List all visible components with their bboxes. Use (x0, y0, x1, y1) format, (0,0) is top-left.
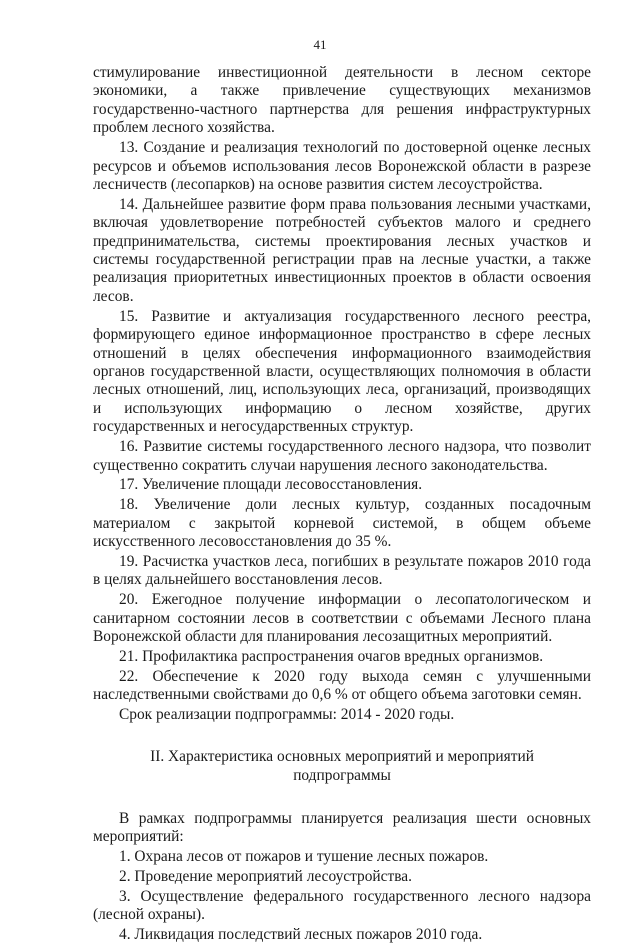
document-body (93, 64, 591, 945)
paragraph-continuation: стимулирование инвестиционной деятельности в лесном секторе экономики, а также привлечение существующих механизмов государственно-частного партнерства для решения инфраструктурных проблем лесного хозяйства. (93, 64, 591, 137)
paragraph-item-20: 20. Ежегодное получение информации о лесопатологическом и санитарном состоянии лесов в соответствии с объемами Лесного плана Воронежской области для планирования лесозащитных мероприятий. (93, 591, 591, 646)
paragraph-item-16: 16. Развитие системы государственного лесного надзора, что позволит существенно сократить случаи нарушения лесного законодательства. (93, 438, 591, 474)
section-heading: II. Характеристика основных мероприятий и мероприятий подпрограммы (150, 747, 534, 784)
paragraph-item-14: 14. Дальнейшее развитие форм права пользования лесными участками, включая удовлетворение потребностей субъектов малого и среднего предпринимательства, системы проектирования лесных участков и системы государственной регистрации прав на лесные участки, а также реализация приоритетных инвестиционных проектов в области освоения лесов. (93, 195, 591, 305)
paragraph-item-15: 15. Развитие и актуализация государственного лесного реестра, формирующего единое информационное пространство в сфере лесных отношений в целях обеспечения информационного взаимодействия органов государственной власти, осуществляющих полномочия в области лесных отношений, лиц, использующих леса, организаций, производящих и использующих информацию о лесном хозяйстве, других государственных и негосударственных структур. (93, 307, 591, 436)
paragraph-implementation-period: Срок реализации подпрограммы: 2014 - 2020 годы. (119, 706, 455, 724)
paragraph-item-21: 21. Профилактика распространения очагов вредных организмов. (119, 648, 544, 666)
list-item-4: 4. Ликвидация последствий лесных пожаров 2010 года. (119, 926, 483, 944)
list-item-1: 1. Охрана лесов от пожаров и тушение лесных пожаров. (119, 848, 489, 866)
paragraph-intro: В рамках подпрограммы планируется реализация шести основных мероприятий: (93, 809, 591, 846)
page-number: 41 (313, 37, 327, 52)
paragraph-item-13: 13. Создание и реализация технологий по достоверной оценке лесных ресурсов и объемов использования лесов Воронежской области в разрезе лесничеств (лесопарков) на основе развития систем лесоустройства. (93, 139, 591, 193)
list-item-3: 3. Осуществление федерального государственного лесного надзора (лесной охраны). (93, 887, 591, 924)
paragraph-item-19: 19. Расчистка участков леса, погибших в результате пожаров 2010 года в целях дальнейшего восстановления лесов. (93, 553, 591, 589)
paragraph-item-22: 22. Обеспечение к 2020 году выхода семян с улучшенными наследственными свойствами до 0,6 % от общего объема заготовки семян. (93, 668, 591, 704)
paragraph-item-17: 17. Увеличение площади лесовосстановления. (119, 476, 423, 494)
list-item-2: 2. Проведение мероприятий лесоустройства. (119, 867, 412, 885)
paragraph-item-18: 18. Увеличение доли лесных культур, созданных посадочным материалом с закрытой корневой системой, в общем объеме искусственного лесовосстановления до 35 %. (93, 496, 591, 551)
